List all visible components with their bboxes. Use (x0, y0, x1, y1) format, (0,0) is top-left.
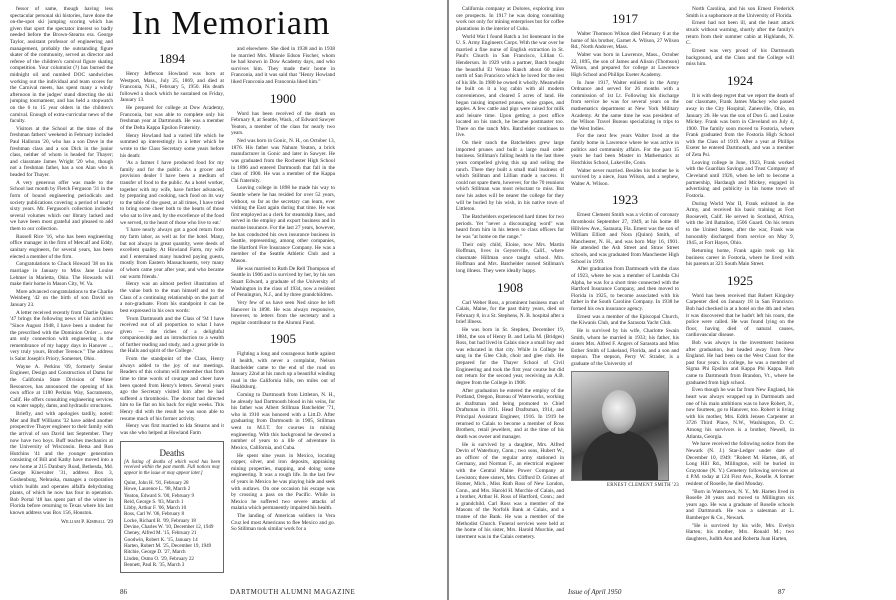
paragraph: Even though he was far from New England, his heart was always wrapped up in Dartmouth and one of his main ambitions was to have Robert, Jr., now fourteen, go to Hanover, too. Robert is living with his mother, Mrs. Edith Jensen Carpenter at 3726 Third Place, N.W., Washington, D. C. Among his survivors is a brother, Newell, in Atlanta, Georgia. (686, 387, 794, 440)
column-left-1 (10, 6, 113, 525)
class-year: 1925 (727, 272, 753, 288)
class-year: 1908 (497, 279, 523, 295)
column-signature: William P. Kimball '29 (60, 518, 113, 525)
paragraph: Returning home, Frank again took up his business career in Fostoria, where he lived with his parents at 321 South Main Street. (686, 247, 794, 268)
paragraph: Russell Rice '16, who has been engineering office manager in the firm of Metcalf and Eddy, sanitary engineers, for several years, has been elected a member of the firm. (10, 233, 113, 260)
paragraph: The Batchelders experienced hard times for two periods. Yet "never a discouraging word" was heard from him in his letters to class officers for he was "at home on the range." (456, 213, 564, 240)
paragraph: Leaving college in 1898 he made his way to Seattle where he has resided for over 52 years, without, so far as the secretary can learn, ever visiting the East again during that time. He was first employed as a clerk for steamship lines, and served in the employ and export business and in marine insurance. For the last 27 years, however, he has conducted his own insurance business in Seattle, representing, among other companies, the Hartford Fire Insurance Company. He was a member of the Seattle Athletic Club and a Mason. (231, 185, 335, 264)
paragraph: Walter was born in Lawrence, Mass., October 22, 1895, the son of James and Alison (Thomson) Wilson, and prepared for college at Lawrence High School and Phillips Exeter Academy. (571, 51, 679, 78)
paragraph: Briefly, and with apologies tardily, noted: Mer and Buff Williams '32 have added another prospective Thayer engineer to their family with the arrival of son David last September. They now have two boys. Buff teaches mechanics at the University of Wisconsin. Betsa and Ron Hutchins '41 and the younger generation consisting of Bill and Kathy have moved into a new home at 215 Danbury Road, Bethesda, Md. George Kinevaiter '31, address Box 3, Goshenburg, Nebraska, manages a corporation which builds and operates alfalfa dehydrating plants, of which he now has four in operation. Bob Portal '48 has spent part of the winter in Florida before returning to Texas where his last known address was Box 156, Houston. (10, 411, 113, 517)
column-right-3 (686, 6, 794, 544)
paragraph: Their only child, Eloise, now Mrs. Martin Hoffman, lives in Geyserville, Calif., where classmate Hillman once taught school. Mrs. Hoffman and Mrs. Batchelder nursed Stillman's long illness. They were ideally happy. (456, 241, 564, 274)
paragraph: Bob was always in the investment business after graduation, but headed away from New England. He had been on the West Coast for the past four years. In college, he was a member of Sigma Phi Epsilon and Kappa Phi Kappa. Bob came to Dartmouth from Brandon, Vt., where he graduated from high school. (686, 340, 794, 386)
death-entry: Howe, Laurence L. '98, March 2 (124, 486, 191, 493)
paragraph: Carl Weber Ross, a prominent business man of Calais, Maine, for the past thirty years, died on February 8, in a St. Stephens, N. B. hospital after a brief illness. (456, 299, 564, 326)
class-year: 1900 (270, 90, 296, 106)
paragraph: Henry was first married to Ida Stearns and it was she who helped at Howland Farm (120, 423, 224, 436)
death-entry: Harten, Robert M. '25, December 19, 1949 (124, 542, 212, 549)
death-entry: Cheney, Alfred M. '15, February 21 (124, 530, 197, 537)
column-right-2 (571, 6, 679, 492)
paragraph: After graduation from Dartmouth with the class of 1923, where he was a member of Lambda Chi Alpha, he was for a short time connected with the Hartford Insurance Company, and then moved to Florida in 1925, to become associated with his father in the South Caroline Company. In 1938 he formed his own insurance agency. (571, 266, 679, 312)
page-number: 86 (120, 588, 127, 596)
paragraph: He spent nine years in Mexico, locating copper, silver, and iron deposits, appraising mining properties, mapping, and doing some engineering. It was a rough life. In the last few of years in Mexico he was playing hide and seek with outlaws. On one occasion his escape was by crossing a pass on the Pacific. While in Mexico he suffered two severe attacks of malaria which permanently impaired his health. (231, 452, 335, 512)
column-text (686, 93, 794, 268)
paragraph: Word has been received that Robert Kingsley Carpenter died on January 18 in San Francisco. Bob had checked in at a hotel on the 4th and when it was discovered that he hadn't left his room, the police were called. He was found lying on the floor, having died of natural causes, cardiovascular disease. (686, 292, 794, 339)
deaths-note: [A listing of deaths of which word has been received within the past month. Full notices may appear in the issue or may appear later.] (124, 459, 220, 477)
death-entry: Yeaton, Edward S. '00, February 9 (124, 492, 195, 499)
paragraph: From the standpoint of the Class, Henry always added to the joy of our meetings. Readers of this column will remember that from time to time words of courage and cheer have been quoted from Henry's letters. Several years ago the Secretary visited him after he had suffered a thrombosis. The doctor had directed him to lie flat on his back for eight weeks. This Henry did with the result he was soon able to resume much of his former activity. (120, 356, 224, 422)
paragraph: California company at Dolores, exploring iron ore prospects. In 1917 he was doing consulting work not only for mining enterprises but for coffee plantations in the interior of Cuba. (456, 6, 564, 32)
paragraph: Ernest Clement Smith was a victim of coronary thrombosis September 27, 1949, at his home 48 Hillview Ave., Sarasota, Fla. Ernest was the son of William Elliott and Nora (Quinn) Smith, of Manchester, N. H., and was born May 16, 1901. He attended the Ash Street and Straw Street schools, and was graduated from Manchester High School in 1919. (571, 212, 679, 265)
issue-date: Issue of April 1950 (568, 588, 622, 596)
paragraph: For the next few years Walter lived at the family home in Lawrence where he was active in politics and community affairs. For the past 15 years he had been Master in Mathematics at Hotchkiss School, Lakeville, Conn. (571, 133, 679, 166)
deaths-list (124, 480, 220, 568)
class-year: 1923 (612, 192, 638, 208)
column-text (456, 300, 564, 541)
paragraph: Henry Jefferson Howland was born at Westport, Mass., July 25, 1869, and died at Franconia, N.H., February 5, 1950. His death followed a shock which he sustained on Friday, January 13. (120, 71, 224, 104)
paragraph: Leaving college in June, 1923, Frank worked with the Guardian Savings and Trust Company of Cleveland until 1926, when he left to become a partnership, Hardaugh and Mickey, engaged in advertising and publicity in his home town of Fostoria. (686, 159, 794, 199)
paragraph: The landing of American soldiers in Vera Cruz led most Americans to flee Mexico and go. So Stillman took similar work for a (231, 513, 335, 533)
column-text (231, 111, 335, 327)
paragraph: Wayne A. Perkins '09, formerly Senior Engineer, Design and Construction of Dams for the California State Division of Water Resources, has announced the opening of his own office at 1180 Perkins Way, Sacramento, Calif. He offers consulting engineering services on water supply, dams, and hydraulic structures. (10, 363, 113, 410)
death-entry: Quint, John H. '91, February 28 (124, 479, 189, 486)
paragraph: Ernest had not been ill, and the heart attack struck without warning, shortly after the family's return from their summer cabin at Highlands, N. C. (686, 20, 794, 47)
column-text (456, 6, 564, 275)
paragraph: He is survived by his wife, Charlotte Swain Smith, whom he married in 1933; his father, his sisters Mrs. Alfred F. Angers of Sarasota and Miss Esther Smith of Lakeland, Florida, and a son and stepson. The stepson, Perry W. Strader, is a graduate of the University of (571, 328, 679, 368)
paragraph: In June 1917, Walter enlisted in the Army Ordnance and served for 26 months with a commission of 1st Lt. Following his discharge from service he was for several years on the mathematics department at New York Military Academy. At the same time he was president of the Wilson Travel Bureau specializing in trips to the West Indies. (571, 79, 679, 132)
photo-caption: ERNEST CLEMENT SMITH '23 (607, 482, 679, 488)
paragraph: Fighting a long and courageous battle against ill health, with never a complaint, Nelson Batchelder came to the end of the road on January 22nd at his ranch up a beautiful winding road in the California hills, ten miles out of Healdsburg. (231, 351, 335, 391)
paragraph: North Carolina, and his son Ernest Frederick Smith is a sophomore at the University of Florida. (686, 6, 794, 19)
column-text (571, 31, 679, 187)
death-entry: Reid, George S. '03, March 1 (124, 498, 184, 505)
column-left-2 (120, 46, 224, 577)
column-text (10, 6, 113, 517)
paragraph: He was married to Ruth De Rell Thompson of Seattle in 1906 and is survived by her, by his son Stuart Edward, a graduate of the University of Washington in the class of 1934, now a resident of Pennington, N.J., and by three grandchildren. (231, 265, 335, 299)
paragraph: Coming to Dartmouth from Littleton, N. H., he already had Dartmouth blood in his veins, for his father was Albert Stillman Batchelder '71, who in 1910 was honored with a Litt.D. After graduating from Dartmouth in 1905, Stillman went to M.I.T. for courses in mining engineering. With this background he devoted a number of years to a life of adventure in Mexico, California, and Cuba. (231, 392, 335, 451)
paragraph: fessor of same, though having less spectacular personal ski histories, have done the on-the-spot ski jumping scoring which has given that sport the spectator interest so badly needed before the Brown-Stearns era. George Taylor, assistant professor of engineering and management, probably the outstanding figure skater of the community, served as director and referee of the children's carnival figure skating competition. Your columnist (?) has burned the midnight oil and numbed DOC sandwiches working out the individual and team scores for the Carnival meets, has spent many a windy afternoon in the judges' stand directing the ski jumping tournament, and has held a stopwatch on the 6 to 15 year olders in the children's carnival. Enough of extra-curricular news of the faculty. (10, 6, 113, 125)
class-year: 1924 (727, 72, 753, 88)
paragraph: During World War II, Frank enlisted in the Army, and received his basic training at Fort Roosevelt, Calif. He served in Scotland, Africa, with the 3rd Battalion, 1506 Guard. On his return to the United States, after the war, Frank was honorably discharged from service on May 9, 1945, at Fort Hayes, Ohio. (686, 200, 794, 247)
column-text (686, 6, 794, 68)
paragraph: and elsewhere. She died in 1938 and in 1938 he married Mrs. Minnie Edson Fischer, whom he had known in Dow Academy days, and who survives him. They made their home in Franconia, and it was said that "Henry Howland liked Franconia and Franconia liked him." (231, 46, 335, 85)
paragraph: Very few of us have seen Ned since he left Hanover in 1898. He was always responsive, however, to letters from the secretary and a regular contributor to the Alumni Fund. (231, 299, 335, 326)
column-text (231, 46, 335, 86)
death-entry: Linden, Osmo O. '29, February 22 (124, 555, 194, 562)
paragraph: We have received the following notice from the Newark (N. J.) Star-Ledger under date of December 10, 1949: "Robert M. Harten, 46, of Long Hill Rd., Millington, will be buried in Graystone (N. Y.) Cemetery following services at 4 P.M. today at 124 First Ave., Roselle. A former resident of Roselle, he died Monday. (686, 441, 794, 487)
paragraph: Henry Howland had a varied life which he summed up interestingly in a letter which he wrote to the Class Secretary some years before his death: (120, 132, 224, 159)
paragraph: After graduation he entered the employ of the Portland, Oregon, Bureau of Waterworks, working as draftsman and being promoted to Chief Draftsman in 1911. Head Draftsman, 1914, and Principal Assistant Engineer, 1916. In 1919 he returned to Calais to become a member of Ross Brothers, retail jewellers, and at the time of his death was owner and manager. (456, 387, 564, 440)
deaths-title: Deaths (159, 447, 185, 458)
paragraph: 'As a farmer I have produced food for my family and for the public. As a grocer and provision dealer I have been a medium of transfer of food to the public. As a hotel worker, together with my wife, have further advanced, by preparing and cooking, such food on its way to the table of the guest, at all times, I have tried to bring some cheer both to the hearts of those who sat to live and, by the excellence of the food we served, to the heart of those who live to eat.' (120, 160, 224, 226)
page-number: 87 (778, 588, 785, 596)
paragraph: Ned was born in Gonic, N. H., on October 13, 1876. His father was Nahum Yeaton, a brick manufacturer in Gonic and later in Sawyer. He was graduated from the Rochester High School in 1896 and entered Dartmouth that fall in the class of 1900. He was a member of the Kappa Chi fraternity. (231, 138, 335, 184)
paragraph: Ernest was very proud of his Dartmouth background, and the Class and the College will miss him. (686, 47, 794, 68)
paragraph: He is survived by a daughter, Mrs. Alfred Devin of Waterbury, Conn.; two sons, Hubert W., an officer of the regular army stationed in Germany, and Norman F., an electrical engineer with the Central Maine Power Company at Lewiston; three sisters, Mrs. Clifford D. Grimes of Homer, Mich., Miss Ruth Ross of New London, Conn., and Mrs. Harold H. Murchie of Calais, and a brother, Arthur H. Ross of Hartford, Conn.; and a grandchild. Carl Ross was a member of the Masons of the Norfolk Bank at Calais, and a trustee of the Bank. He was a member of the Methodist Church. Funeral services were held at the home of his sister, Mrs. Harold Murchie, and interment was in the Calais cemetery. (456, 441, 564, 540)
column-text (571, 212, 679, 367)
death-entry: Ritchie, George D. '27, March (124, 549, 186, 556)
paragraph: Word has been received of the death on February 8, at Seattle, Wash., of Edward Sawyer Yeaton, a member of the class for nearly two years. (231, 110, 335, 137)
death-entry: Locke, Richard B. '09, February 18 (124, 517, 196, 524)
paragraph: "He is survived by his wife, Mrs. Evelyn Harten; his mother, Mrs. Ronald M.; two daughters, Judith Ann and Roberta Joan Harten, (686, 522, 794, 543)
paragraph: Visitors at the School at the time of the freshman fathers' weekend in February included Paul Halloran '20, who has a son Dave in the freshman class and a son Dick in the junior class, neither of whom is headed for Thayer; and classmate James Wright '20 who, though not a freshman father, has a son Alan who is headed for Thayer. (10, 125, 113, 179)
column-text (120, 71, 224, 437)
paragraph: Walter Thomson Wilson died February 6 at the home of his brother, Garnet A. Wilson, 27 Wilson Rd., North Andover, Mass. (571, 31, 679, 51)
column-left-3 (231, 46, 335, 534)
death-entry: Ross, Carl W. '06, February 8 (124, 511, 185, 518)
paragraph: Henry was an almost perfect illustration of the value both to the man himself and to the Class of a continuing relationship on the part of a non-graduate. From his standpoint it can be best expressed in his own words: (120, 281, 224, 314)
paragraph: Ernest was a member of the Episcopal Church, the Kiwanis Club, and the Sarasota Yacht Club. (571, 313, 679, 327)
death-entry: Bennett, Paul R. '35, March 3 (124, 561, 185, 568)
column-text (231, 351, 335, 533)
portrait-face (602, 390, 636, 434)
paragraph: More advanced congratulations to the Charlie Weinberg '42 on the birth of son David on January 23. (10, 288, 113, 309)
paragraph: Congratulations to Chuck Howard '38 on his marriage in January to Miss Jane Louise Lehmer in Marietta, Ohio. The Howards will make their home in Mason City, W. Va. (10, 261, 113, 288)
paragraph: 'I have nearly always got a good return from my farm labor, as well as for the hotel. Many, but not always in great quantity, were deeds of excellent quality. At Howland Farm, my wife and I entertained many hundred paying guests, mostly from Eastern Massachusetts, very many of whom came year after year, and who became our warm friends.' (120, 227, 224, 280)
death-entry: Devine, Charles W. '10, December 12, 1949 (124, 524, 214, 531)
death-entry: Goodwin, Robert K. '15, January 14 (124, 536, 198, 543)
death-entry: Libby, Arthur F. '06, March 10 (124, 505, 187, 512)
masthead-title: In Memoriam (131, 5, 331, 42)
deaths-box (120, 441, 224, 574)
paragraph: He prepared for college at Dow Academy, Franconia, but was able to complete only his freshman year at Dartmouth. He was a member of the Delta Kappa Epsilon Fraternity. (120, 105, 224, 131)
paragraph: World War I found Batch a 1st lieutenant in the U. S. Army Engineers Corps. With the war over he married a fine nurse of English extraction in St. Paul's Church in San Francisco, Lillian G. Henderson. In 1929 with a partner, Batch bought the beautiful El Verano Ranch about 60 miles north of San Francisco which he loved for the rest of his life. In 1980 he owned it wholly. Meanwhile he built on it a log cabin with all modern conveniences, and cleared 5 acres of land. He began raising imported prunes, wine grapes, and apples. A few cattle and pigs were raised for milk and leisure time. Upon getting a post office located on his ranch, he became postmaster too. There on the ranch Mrs. Batchelder continues to live. (456, 33, 564, 139)
class-year: 1894 (159, 51, 185, 66)
right-page (448, 0, 896, 600)
paragraph: He was born in St. Stephen, December 19, 1884, the son of Henry B. and Lelia M. (Bridges) Ross, but had lived in Calais since a small boy and was educated in that city. While in College he sang in the Glee Club, choir and glee club. He prepared for the Thayer School of Civil Engineering and took the first year course but did not return for the second year, receiving an A.B. degree from the College in 1908. (456, 327, 564, 386)
paragraph: 'From Dartmouth and the Class of '94 I have received out of all proportion to what I have given — the riches of a delightful companionship and an introduction to a wealth of further reading and study, and a great pride in the Halls and spirit of the College.' (120, 315, 224, 355)
paragraph: A letter received recently from Charlie Quinn '47 brings the following news of his activities: "Since August 1948, I have been a student for the prescribed with the Dominion Order ... now am only connection with engineering is the remembrance of my happy days in Hanover ... very truly yours, Brother Terence." The address is Saint Joseph's Priory, Somerset, Ohio. (10, 309, 113, 362)
portrait-shoulders (582, 430, 658, 480)
paragraph: A very generous offer was made to the School last month by Fletch Ferguson '31 in the form of bound engineering periodicals and society publications covering a period of nearly sixty years. Mr. Ferguson's collection included several volumes which our library lacked and we have been most grateful and pleased to add them to our collection. (10, 179, 113, 232)
portrait-photo (571, 371, 669, 481)
column-right-1 (456, 6, 564, 542)
class-year: 1917 (612, 11, 638, 26)
paragraph: "Born in Watertown, N. Y., Mr. Harten lived in Roselle 28 years and moved to Millington six years ago. He was a graduate of Roselle schools and Dartmouth. He was a salesman at L. Bamberger & Co., Newark. (686, 488, 794, 522)
magazine-name: DARTMOUTH ALUMNI MAGAZINE (230, 588, 356, 596)
paragraph: It is with deep regret that we report the death of our classmate, Frank James Mackey who passed away in the City Hospital, Zanesville, Ohio, on January 26. He was the son of Don G. and Louise Mickey. Frank was born in Cleveland on July 4, 1900. The family soon moved to Fostoria, where Frank graduated from the Fostoria High School with the Class of 1919. After a year at Phillips Exeter he entered Dartmouth, and was a member of Zeta Psi. (686, 92, 794, 159)
paragraph: Walter never married. Besides his brother he is survived by a niece, Joan Wilson, and a nephew, Walter A. Wilson. (571, 167, 679, 187)
column-text (686, 293, 794, 543)
paragraph: On their ranch the Batchelders grew large imported prunes and built a large mail order business. Stillman's failing health in the last three years compelled giving this up and selling the ranch. There they built a small mail business of which Stillman and Lillian made a success. It could not spare them, however, for the 70 reunions which Stillman was most reluctant to miss. But now his ashes will be nearer the college for they will be buried by his wish, in his native town of Littleton. (456, 140, 564, 213)
class-year: 1905 (270, 331, 296, 347)
